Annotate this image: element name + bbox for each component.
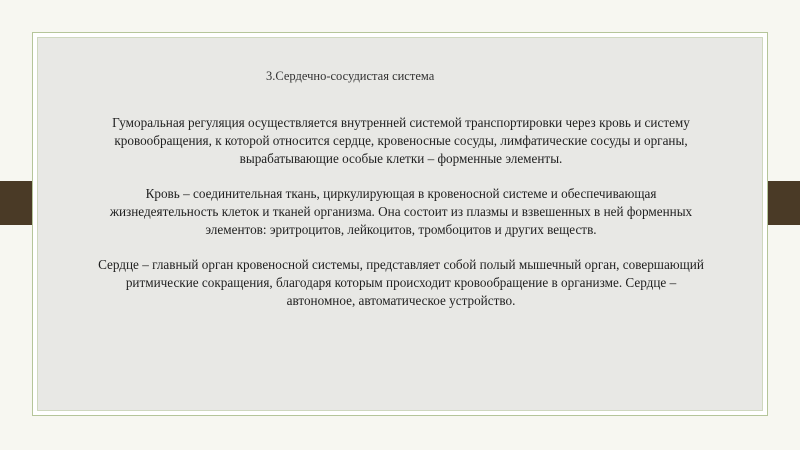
paragraph-line: Гуморальная регуляция осуществляется внутренней системой транспортировки через кровь и систему: [112, 115, 690, 130]
paragraph-line: элементов: эритроцитов, лейкоцитов, тромбоцитов и других веществ.: [205, 222, 597, 237]
paragraph-line: вырабатывающие особые клетки – форменные элементы.: [239, 151, 563, 166]
paragraph-line: автономное, автоматическое устройство.: [286, 293, 516, 308]
paragraph-line: ритмические сокращения, благодаря которым происходит кровообращение в организме. Сердце –: [125, 275, 677, 290]
paragraph-line: кровообращения, к которой относится сердце, кровеносные сосуды, лимфатические сосуды и органы,: [114, 133, 688, 148]
paragraph-humoral-regulation: [43, 114, 759, 168]
slide-title: 3.Сердечно-сосудистая система: [266, 69, 435, 83]
paragraph-line: жизнедеятельность клеток и тканей организма. Она состоит из плазмы и взвешенных в ней форменных: [109, 204, 693, 219]
paragraph-line: Сердце – главный орган кровеносной системы, представляет собой полый мышечный орган, совершающий: [98, 257, 704, 272]
paragraph-line: Кровь – соединительная ткань, циркулирующая в кровеносной системе и обеспечивающая: [145, 186, 657, 201]
slide-panel: [32, 32, 768, 416]
paragraph-heart: [43, 256, 759, 310]
paragraph-blood: [43, 185, 759, 239]
